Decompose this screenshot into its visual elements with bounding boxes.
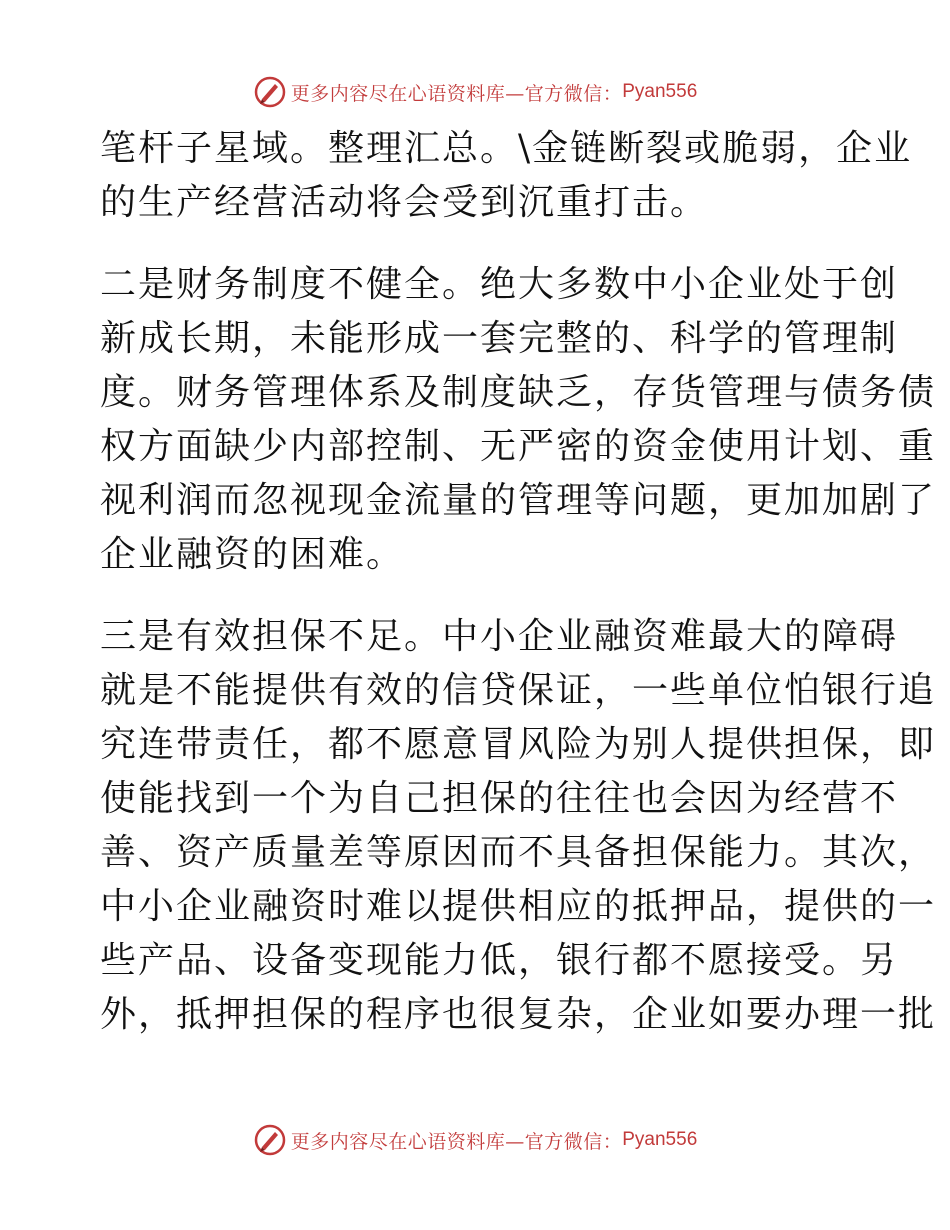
text-line: 善、资产质量差等原因而不具备担保能力。其次，	[100, 832, 937, 873]
paragraph-3	[100, 610, 937, 1042]
text-line: 新成长期，未能形成一套完整的、科学的管理制	[100, 318, 899, 359]
text-line: 企业融资的困难。	[100, 534, 405, 575]
text-line: 笔杆子星域。整理汇总。\金链断裂或脆弱，企业	[100, 128, 913, 169]
watermark-text: 更多内容尽在心语资料库—官方微信：	[290, 82, 623, 105]
text-line: 使能找到一个为自己担保的往往也会因为经营不	[100, 778, 899, 819]
text-line: 三是有效担保不足。中小企业融资难最大的障碍	[100, 616, 899, 657]
text-line: 权方面缺少内部控制、无严密的资金使用计划、重	[100, 426, 937, 467]
text-line: 些产品、设备变现能力低，银行都不愿接受。另	[100, 940, 899, 981]
watermark-text: 更多内容尽在心语资料库—官方微信：	[290, 1130, 623, 1153]
text-line: 就是不能提供有效的信贷保证，一些单位怕银行追	[100, 670, 937, 711]
text-line: 外，抵押担保的程序也很复杂，企业如要办理一批	[100, 994, 937, 1035]
text-line: 视利润而忽视现金流量的管理等问题，更加加剧了	[100, 480, 937, 521]
footer-watermark	[0, 1120, 950, 1160]
watermark-wechat-id: Pyan556	[622, 1129, 698, 1150]
text-line: 度。财务管理体系及制度缺乏，存货管理与债务债	[100, 372, 937, 413]
text-line: 究连带责任，都不愿意冒风险为别人提供担保，即	[100, 724, 937, 765]
text-line: 二是财务制度不健全。绝大多数中小企业处于创	[100, 264, 899, 305]
paragraph-1	[100, 122, 913, 230]
paragraph-2	[100, 258, 937, 582]
text-line: 中小企业融资时难以提供相应的抵押品，提供的一	[100, 886, 937, 927]
text-line: 的生产经营活动将会受到沉重打击。	[100, 182, 709, 223]
watermark-wechat-id: Pyan556	[622, 81, 698, 102]
document-body	[100, 122, 937, 1042]
brand-logo-icon	[253, 75, 287, 109]
brand-logo-icon	[253, 1123, 287, 1157]
header-watermark	[0, 72, 950, 112]
